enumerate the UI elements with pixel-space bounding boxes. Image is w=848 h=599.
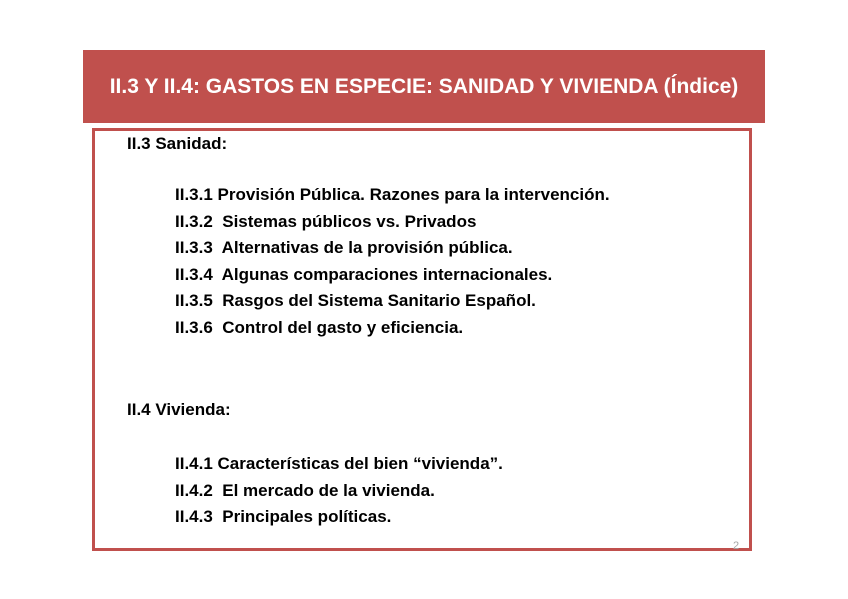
vivienda-item-list [175,451,503,531]
title-banner [83,50,765,123]
section-heading-sanidad: II.3 Sanidad: [127,134,228,153]
list-item: II.3.5 Rasgos del Sistema Sanitario Español. [175,291,536,310]
list-item: II.4.3 Principales políticas. [175,507,392,526]
list-item: II.3.4 Algunas comparaciones internacionales. [175,264,553,284]
list-item: II.3.6 Control del gasto y eficiencia. [175,317,464,337]
content-box [92,128,752,551]
sanidad-item-list [175,182,610,341]
page-number: 2 [733,540,740,552]
list-item: II.3.3 Alternativas de la provisión pública. [175,238,513,257]
list-item: II.3.1 Provisión Pública. Razones para la intervención. [175,185,610,204]
list-item: II.3.2 Sistemas públicos vs. Privados [175,211,477,231]
slide-title: II.3 Y II.4: GASTOS EN ESPECIE: SANIDAD Y VIVIENDA (Índice) [109,74,739,98]
list-item: II.4.2 El mercado de la vivienda. [175,480,435,500]
list-item: II.4.1 Características del bien “vivienda”. [175,454,503,473]
section-heading-vivienda: II.4 Vivienda: [127,400,231,419]
